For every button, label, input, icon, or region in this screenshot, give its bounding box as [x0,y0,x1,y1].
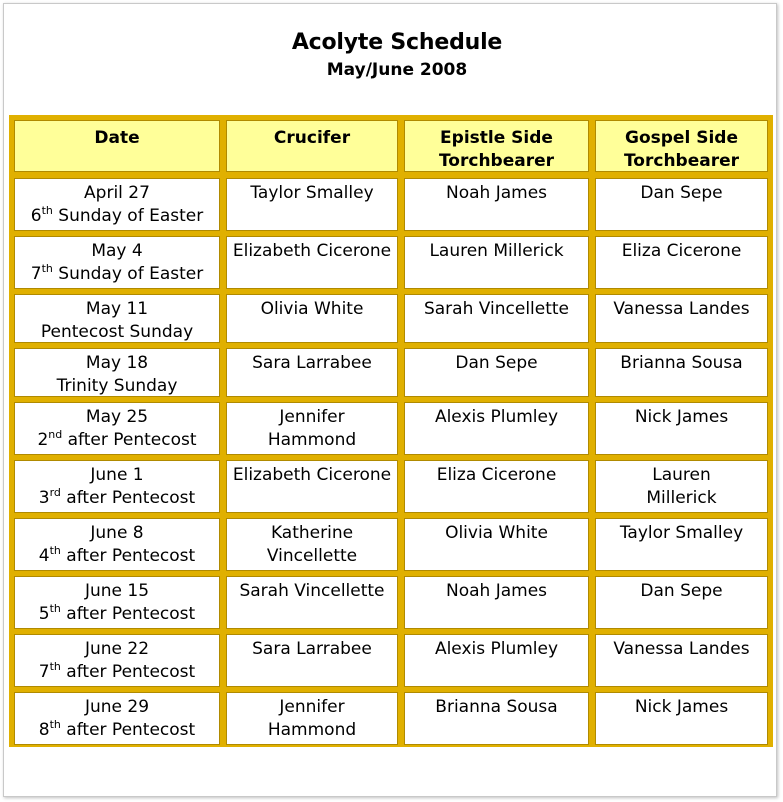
ordinal-number: 5 [38,604,50,624]
date-cell [14,692,220,745]
date-text: June 29 [84,697,150,717]
gospel-torchbearer-cell [595,518,768,571]
person-name: Eliza Cicerone [621,241,742,261]
page-title: Acolyte Schedule [291,30,503,55]
date-text: April 27 [84,183,150,203]
gospel-torchbearer-cell [595,348,768,397]
occasion-text [15,603,219,626]
gospel-torchbearer-cell [595,178,768,231]
header-crucifer [226,120,398,172]
ordinal-number: 7 [30,264,42,284]
ordinal-suffix: th [49,602,61,615]
date-cell [14,236,220,289]
person-name: Noah James [445,581,548,601]
person-name: Nick James [634,407,729,427]
occasion-text [15,661,219,684]
occasion-name: after Pentecost [60,546,196,566]
person-name: Dan Sepe [640,183,723,203]
crucifer-cell [226,178,398,231]
epistle-torchbearer-cell [404,692,589,745]
person-name: Alexis Plumley [434,407,559,427]
epistle-torchbearer-cell [404,294,589,343]
epistle-torchbearer-cell [404,576,589,629]
epistle-torchbearer-cell [404,178,589,231]
epistle-torchbearer-cell [404,460,589,513]
date-text: May 18 [85,353,149,373]
occasion-text [15,429,219,452]
ordinal-suffix: th [49,660,61,673]
person-name: Dan Sepe [455,353,538,373]
person-name: Taylor Smalley [250,183,374,203]
header-epistle-torchbearer [404,120,589,172]
header-label: Date [94,128,140,148]
crucifer-cell [226,294,398,343]
gospel-torchbearer-cell [595,692,768,745]
epistle-torchbearer-cell [404,518,589,571]
gospel-torchbearer-cell [595,236,768,289]
date-cell [14,402,220,455]
gospel-torchbearer-cell [595,460,768,513]
person-name: Vincellette [266,546,358,566]
date-text: June 22 [84,639,150,659]
person-name: Katherine [270,523,354,543]
date-text: May 25 [85,407,149,427]
date-cell [14,178,220,231]
gospel-torchbearer-cell [595,576,768,629]
ordinal-suffix: th [49,544,61,557]
ordinal-number: 7 [38,662,50,682]
person-name: Sarah Vincellette [423,299,570,319]
ordinal-number: 2 [37,430,49,450]
date-text: June 1 [90,465,144,485]
ordinal-suffix: rd [49,486,61,499]
crucifer-cell [226,460,398,513]
person-name: Elizabeth Cicerone [232,241,392,261]
gospel-torchbearer-cell [595,402,768,455]
occasion-text [15,487,219,510]
person-name: Brianna Sousa [620,353,743,373]
occasion-text [15,719,219,742]
header-label: Gospel Side [625,128,738,148]
schedule-table [9,115,773,747]
date-cell [14,576,220,629]
date-cell [14,348,220,397]
header-date [14,120,220,172]
occasion-name: after Pentecost [60,720,196,740]
header-gospel-torchbearer [595,120,768,172]
header-label: Torchbearer [623,151,740,171]
person-name: Hammond [267,430,357,450]
person-name: Lauren [652,465,711,485]
date-text: June 15 [84,581,150,601]
occasion-text: Pentecost Sunday [40,322,194,342]
crucifer-cell [226,236,398,289]
crucifer-cell [226,692,398,745]
person-name: Jennifer [279,407,345,427]
date-text: May 11 [85,299,149,319]
person-name: Dan Sepe [640,581,723,601]
occasion-name: after Pentecost [62,430,197,450]
page-subtitle: May/June 2008 [326,60,468,80]
person-name: Taylor Smalley [619,523,744,543]
crucifer-cell [226,518,398,571]
ordinal-number: 4 [38,546,50,566]
header-label: Torchbearer [438,151,555,171]
epistle-torchbearer-cell [404,634,589,687]
crucifer-cell [226,634,398,687]
date-cell [14,634,220,687]
person-name: Jennifer [279,697,345,717]
crucifer-cell [226,348,398,397]
person-name: Brianna Sousa [435,697,558,717]
occasion-name: Sunday of Easter [52,264,204,284]
crucifer-cell [226,402,398,455]
person-name: Alexis Plumley [434,639,559,659]
date-text: June 8 [90,523,144,543]
ordinal-number: 8 [38,720,50,740]
date-cell [14,460,220,513]
person-name: Lauren Millerick [429,241,564,261]
person-name: Vanessa Landes [613,299,750,319]
occasion-text [15,263,219,286]
ordinal-number: 6 [30,206,42,226]
occasion-name: after Pentecost [60,604,196,624]
epistle-torchbearer-cell [404,236,589,289]
occasion-text [15,545,219,568]
ordinal-suffix: nd [48,428,63,441]
epistle-torchbearer-cell [404,402,589,455]
gospel-torchbearer-cell [595,634,768,687]
ordinal-suffix: th [49,718,61,731]
header-label: Crucifer [273,128,351,148]
ordinal-suffix: th [41,204,53,217]
ordinal-number: 3 [38,488,50,508]
person-name: Sara Larrabee [252,639,372,659]
person-name: Sarah Vincellette [239,581,385,601]
person-name: Olivia White [260,299,364,319]
person-name: Sara Larrabee [252,353,372,373]
occasion-name: after Pentecost [60,662,196,682]
person-name: Millerick [646,488,717,508]
person-name: Elizabeth Cicerone [232,465,392,485]
occasion-name: Sunday of Easter [52,206,204,226]
person-name: Vanessa Landes [613,639,750,659]
occasion-text [15,205,219,228]
person-name: Eliza Cicerone [436,465,557,485]
occasion-name: after Pentecost [60,488,196,508]
header-label: Epistle Side [440,128,553,148]
person-name: Olivia White [445,523,548,543]
person-name: Noah James [445,183,548,203]
date-cell [14,518,220,571]
person-name: Nick James [634,697,729,717]
occasion-text: Trinity Sunday [56,376,178,396]
gospel-torchbearer-cell [595,294,768,343]
date-text: May 4 [91,241,143,261]
ordinal-suffix: th [41,262,53,275]
epistle-torchbearer-cell [404,348,589,397]
crucifer-cell [226,576,398,629]
person-name: Hammond [267,720,357,740]
date-cell [14,294,220,343]
